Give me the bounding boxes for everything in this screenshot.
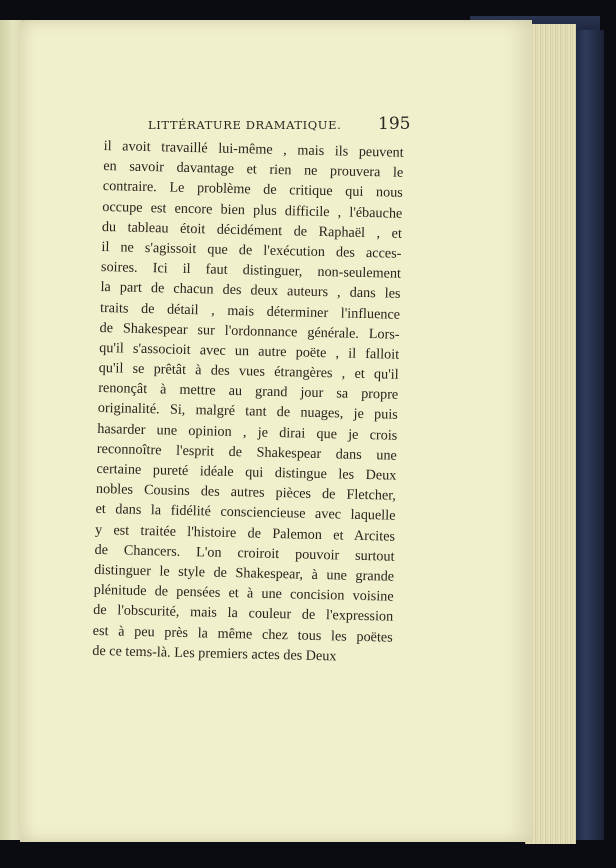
page-number: 195 xyxy=(378,114,411,134)
text-line: originalité. Si, malgré tant de nuages, je puis xyxy=(97,400,398,424)
text-line: hasarder une opinion , je dirai que je crois xyxy=(97,420,398,444)
body-text xyxy=(92,136,404,668)
text-line: traits de détail , mais déterminer l'influence xyxy=(99,299,401,323)
page-fore-edge xyxy=(525,24,576,844)
text-line: de Chancers. L'on croiroit pouvoir surtout xyxy=(94,541,395,565)
text-line: du tableau étoit décidément de Raphaël , et xyxy=(101,218,403,242)
text-line: qu'il se prêtât à des vues étrangères , et qu'il xyxy=(98,360,399,383)
text-line: soires. Ici il faut distinguer, non-seulement xyxy=(100,259,402,282)
text-line: y est traitée l'histoire de Palemon et Arcites xyxy=(94,521,396,545)
text-line: et dans la fidélité consciencieuse avec laquelle xyxy=(95,501,396,525)
text-line: plénitude de pensées et à une concision voisine xyxy=(93,582,394,605)
text-line: il ne s'agissoit que de l'exécution des acces- xyxy=(101,238,402,262)
text-line: certaine pureté idéale qui distingue les Deux xyxy=(96,460,397,484)
cover-edge xyxy=(574,30,604,840)
text-line: reconnoître l'esprit de Shakespear dans une xyxy=(96,440,398,464)
text-line: occupe est encore bien plus difficile , l'ébauche xyxy=(102,198,403,222)
text-line: renonçât à mettre au grand jour sa propre xyxy=(98,380,399,403)
text-line: de ce tems-là. Les premiers actes des Deux xyxy=(92,642,337,665)
text-line: est à peu près la même chez tous les poëtes xyxy=(92,622,393,646)
text-line: distinguer le style de Shakespear, à une grande xyxy=(93,561,395,585)
text-line: en savoir davantage et rien ne prouvera le xyxy=(103,158,404,181)
text-line: qu'il s'associoit avec un autre poëte , il falloit xyxy=(99,339,400,363)
text-line: nobles Cousins des autres pièces de Fletcher, xyxy=(95,481,397,504)
text-line: il avoit travaillé lui-même , mais ils peuvent xyxy=(103,137,404,161)
text-line: de Shakespear sur l'ordonnance générale. Lors- xyxy=(99,319,400,343)
running-head: LITTÉRATURE DRAMATIQUE. xyxy=(148,118,342,132)
text-line: la part de chacun des deux auteurs , dans les xyxy=(100,279,401,303)
text-line: de l'obscurité, mais la couleur de l'expression xyxy=(93,602,394,625)
text-line: contraire. Le problème de critique qui nous xyxy=(102,178,403,202)
